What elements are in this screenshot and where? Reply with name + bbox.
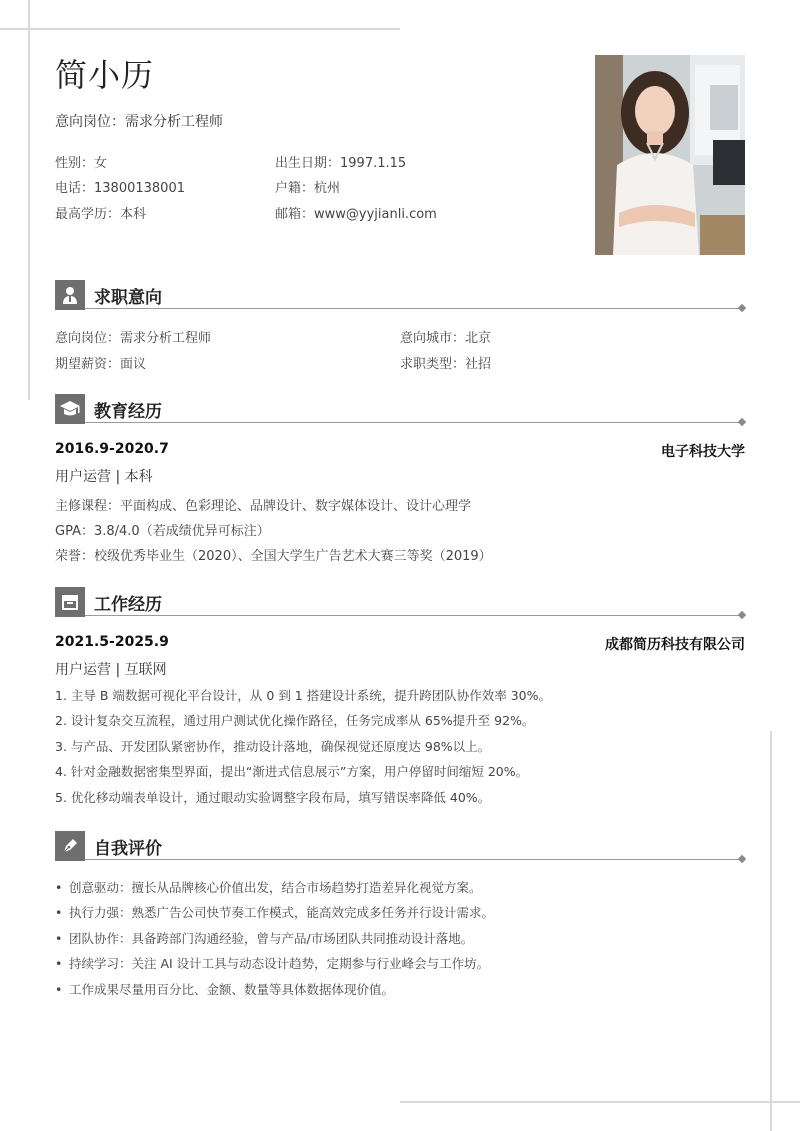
intent-position: 意向岗位：需求分析工程师	[55, 331, 212, 346]
bullet-icon: •	[55, 880, 63, 895]
education-honors: 荣誉：校级优秀毕业生（2020）、全国大学生广告艺术大赛三等奖（2019）	[55, 549, 492, 564]
list-item-text: 团队协作：具备跨部门沟通经验，曾与产品/市场团队共同推动设计落地。	[69, 930, 474, 946]
list-item: 5. 优化移动端表单设计，通过眼动实验调整字段布局，填写错误率降低 40%。	[55, 789, 491, 805]
section-rule	[85, 615, 741, 616]
list-item	[55, 980, 494, 1005]
work-period: 2021.5-2025.9	[55, 634, 169, 650]
intent-salary: 期望薪资：面议	[55, 357, 147, 372]
section-rule-dot	[738, 855, 746, 863]
briefcase-icon	[55, 587, 85, 617]
section-rule	[85, 422, 741, 423]
list-item: 3. 与产品、开发团队紧密协作，推动设计落地，确保视觉还原度达 98%以上。	[55, 738, 491, 754]
list-item: 1. 主导 B 端数据可视化平台设计，从 0 到 1 搭建设计系统，提升跨团队协作效率 30%。	[55, 688, 551, 703]
section-title-education: 教育经历	[94, 402, 162, 422]
right-corner-line	[770, 731, 772, 1131]
list-item	[55, 903, 494, 928]
section-rule-dot	[738, 304, 746, 312]
section-title-intent: 求职意向	[94, 288, 162, 308]
info-birth: 出生日期：1997.1.15	[275, 156, 407, 171]
education-major: 用户运营 | 本科	[55, 469, 153, 485]
section-title-self: 自我评价	[94, 839, 162, 859]
work-company: 成都简历科技有限公司	[605, 637, 745, 653]
section-header-intent	[55, 280, 745, 310]
left-corner-line	[28, 0, 30, 400]
list-item-text: 工作成果尽量用百分比、金额、数量等具体数据体现价值。	[69, 981, 395, 997]
section-title-work: 工作经历	[94, 595, 162, 615]
section-header-self	[55, 831, 745, 861]
list-item: 2. 设计复杂交互流程，通过用户测试优化操作路径，任务完成率从 65%提升至 92%。	[55, 713, 535, 729]
pen-icon	[55, 831, 85, 861]
education-courses: 主修课程：平面构成、色彩理论、品牌设计、数字媒体设计、设计心理学	[55, 499, 472, 514]
section-rule	[85, 859, 741, 860]
intent-type: 求职类型：社招	[400, 357, 492, 372]
section-rule-dot	[738, 611, 746, 619]
info-hukou: 户籍：杭州	[275, 181, 341, 196]
profile-photo	[595, 55, 745, 255]
bullet-icon: •	[55, 956, 63, 972]
list-item-text: 创意驱动：擅长从品牌核心价值出发，结合市场趋势打造差异化视觉方案。	[69, 880, 482, 895]
work-achievements	[55, 686, 551, 813]
education-school: 电子科技大学	[661, 444, 745, 460]
list-item	[55, 878, 494, 903]
list-item-text: 执行力强：熟悉广告公司快节奏工作模式，能高效完成多任务并行设计需求。	[69, 905, 495, 921]
work-role: 用户运营 | 互联网	[55, 662, 167, 678]
bottom-corner-line	[400, 1101, 800, 1103]
list-item: 4. 针对金融数据密集型界面，提出“渐进式信息展示”方案，用户停留时间缩短 20%。	[55, 764, 529, 780]
section-header-work	[55, 587, 745, 617]
graduation-cap-icon	[55, 394, 85, 424]
top-corner-line	[0, 28, 400, 30]
info-education: 最高学历：本科	[55, 207, 147, 222]
education-gpa: GPA：3.8/4.0（若成绩优异可标注）	[55, 524, 270, 539]
person-icon	[55, 280, 85, 310]
list-item-text: 持续学习：关注 AI 设计工具与动态设计趋势，定期参与行业峰会与工作坊。	[69, 956, 490, 972]
bullet-icon: •	[55, 930, 63, 946]
info-email: 邮箱：www@yyjianli.com	[275, 207, 437, 222]
header-job-intent: 意向岗位：需求分析工程师	[55, 114, 223, 130]
bullet-icon: •	[55, 905, 63, 921]
section-rule-dot	[738, 418, 746, 426]
intent-city: 意向城市：北京	[400, 331, 492, 346]
list-item	[55, 954, 494, 979]
education-period: 2016.9-2020.7	[55, 441, 169, 457]
info-phone: 电话：13800138001	[55, 181, 185, 196]
bullet-icon: •	[55, 981, 63, 997]
section-rule	[85, 308, 741, 309]
resume-name: 简小历	[55, 56, 155, 94]
section-header-education	[55, 394, 745, 424]
info-gender: 性别：女	[55, 156, 108, 171]
self-evaluation-list	[55, 878, 494, 1005]
list-item	[55, 929, 494, 954]
